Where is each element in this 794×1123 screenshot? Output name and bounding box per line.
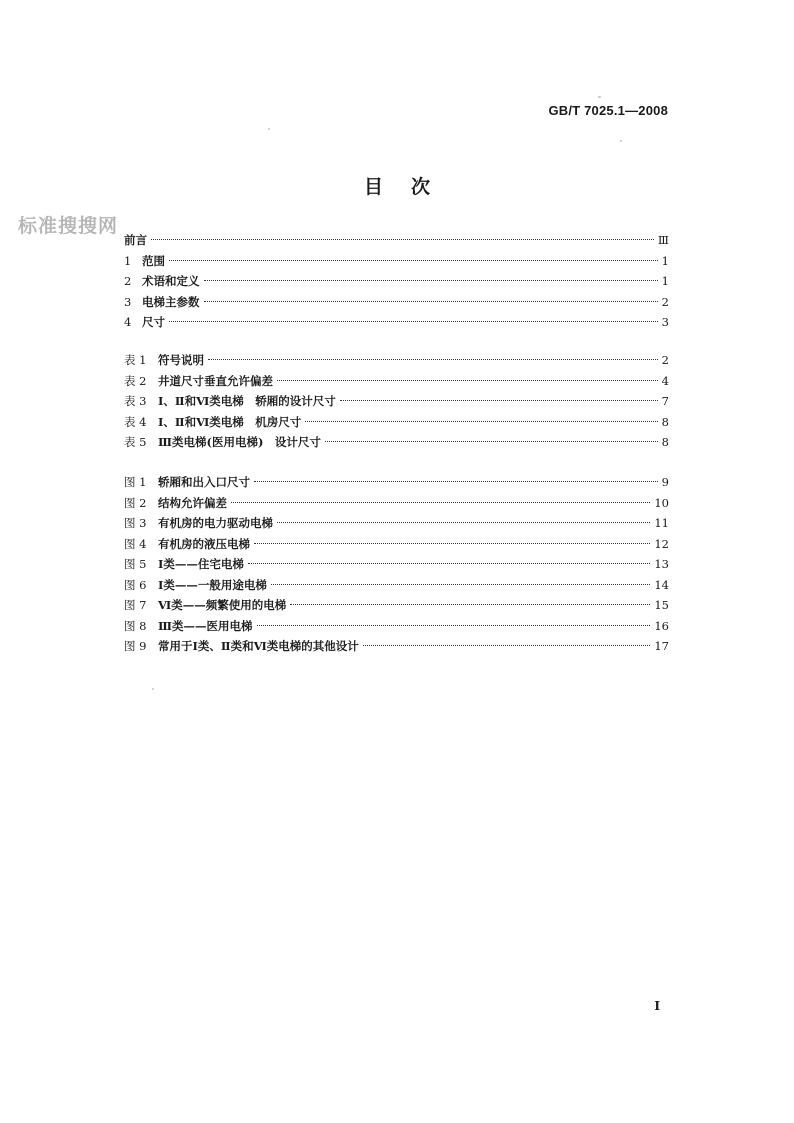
- toc-entry-label: 井道尺寸垂直允许偏差: [158, 373, 273, 388]
- scan-speck: [152, 688, 154, 690]
- dot-leader: [363, 645, 651, 646]
- toc-entry-page: 14: [654, 577, 669, 592]
- toc-entry-label: 结构允许偏差: [158, 495, 227, 510]
- dot-leader: [277, 380, 658, 381]
- toc-entry-number: 图 9: [124, 639, 147, 653]
- toc-entry-foreword[interactable]: [124, 230, 669, 251]
- dot-leader: [169, 260, 658, 261]
- toc-sections: [124, 230, 669, 333]
- dot-leader: [277, 522, 650, 523]
- toc-entry-figure-9[interactable]: [124, 636, 669, 657]
- toc-entry-figure-4[interactable]: [124, 534, 669, 555]
- scan-speck: [598, 96, 601, 98]
- toc-entry-section-3[interactable]: [124, 292, 669, 313]
- scan-speck: [620, 140, 622, 142]
- toc-entry-table-4[interactable]: [124, 412, 669, 433]
- dot-leader: [151, 239, 654, 240]
- toc-entry-number: 图 7: [124, 598, 147, 612]
- toc-entry-label: 尺寸: [142, 315, 165, 329]
- toc-entry-number: 1: [124, 253, 132, 268]
- dot-leader: [305, 421, 657, 422]
- toc-entry-figure-6[interactable]: [124, 575, 669, 596]
- toc-entry-number: 表 3: [124, 394, 147, 408]
- toc-figures: [124, 472, 669, 657]
- dot-leader: [231, 502, 650, 503]
- toc-entry-table-1[interactable]: [124, 350, 669, 371]
- toc-entry-page: 2: [661, 294, 669, 309]
- toc-entry-page: 10: [654, 495, 669, 510]
- toc-entry-page: 13: [654, 557, 669, 571]
- toc-entry-label: Ⅵ类——频繁使用的电梯: [158, 598, 287, 612]
- toc-entry-table-2[interactable]: [124, 371, 669, 392]
- toc-entry-page: 1: [661, 274, 669, 288]
- toc-entry-label: Ⅲ类电梯(医用电梯) 设计尺寸: [158, 435, 321, 449]
- toc-entry-label: 范围: [142, 253, 165, 268]
- toc-entry-page: 15: [654, 598, 669, 612]
- toc-entry-label: 有机房的电力驱动电梯: [158, 516, 273, 530]
- page-number: I: [654, 999, 660, 1013]
- toc-entry-figure-7[interactable]: [124, 595, 669, 616]
- toc-entry-number: 表 1: [124, 353, 147, 367]
- toc-entry-label: 术语和定义: [142, 274, 200, 288]
- toc-entry-page: 12: [654, 536, 669, 551]
- toc-entry-number: 图 8: [124, 618, 147, 633]
- toc-entry-label: 电梯主参数: [142, 294, 200, 309]
- toc-entry-page: 17: [654, 639, 669, 653]
- toc-entry-label: 符号说明: [158, 353, 204, 367]
- toc-entry-table-5[interactable]: [124, 432, 669, 453]
- toc-entry-label: Ⅰ类——住宅电梯: [158, 557, 244, 571]
- toc-entry-page: 8: [661, 414, 669, 429]
- toc-entry-section-1[interactable]: [124, 251, 669, 272]
- toc-entry-label: Ⅰ类——一般用途电梯: [158, 577, 267, 592]
- toc-entry-number: 图 5: [124, 557, 147, 571]
- dot-leader: [290, 604, 650, 605]
- toc-entry-number: 图 1: [124, 475, 147, 489]
- dot-leader: [254, 543, 650, 544]
- toc-entry-page: 11: [654, 516, 669, 530]
- dot-leader: [204, 280, 658, 281]
- toc-entry-section-4[interactable]: [124, 312, 669, 333]
- toc-entry-section-2[interactable]: [124, 271, 669, 292]
- dot-leader: [169, 321, 658, 322]
- toc-entry-number: 表 5: [124, 435, 147, 449]
- toc-entry-number: 表 2: [124, 373, 147, 388]
- toc-entry-page: Ⅲ: [657, 233, 669, 247]
- dot-leader: [340, 400, 658, 401]
- toc-entry-page: 8: [661, 435, 669, 449]
- toc-entry-number: 图 2: [124, 495, 147, 510]
- dot-leader: [204, 301, 658, 302]
- toc-entry-label: Ⅰ、Ⅱ和Ⅵ类电梯 轿厢的设计尺寸: [158, 394, 336, 408]
- toc-entry-number: 图 3: [124, 516, 147, 530]
- toc-entry-page: 16: [654, 618, 669, 633]
- toc-entry-label: Ⅰ、Ⅱ和Ⅵ类电梯 机房尺寸: [158, 414, 302, 429]
- toc-entry-number: 4: [124, 315, 132, 329]
- toc-entry-number: 图 6: [124, 577, 147, 592]
- toc-entry-figure-1[interactable]: [124, 472, 669, 493]
- toc-entry-page: 3: [661, 315, 669, 329]
- toc-entry-page: 7: [661, 394, 669, 408]
- dot-leader: [248, 563, 650, 564]
- toc-entry-label: 轿厢和出入口尺寸: [158, 475, 250, 489]
- dot-leader: [254, 481, 658, 482]
- toc-entry-page: 4: [661, 373, 669, 388]
- toc-entry-number: 3: [124, 294, 132, 309]
- toc-entry-label: 有机房的液压电梯: [158, 536, 250, 551]
- toc-entry-page: 9: [661, 475, 669, 489]
- toc-entry-figure-5[interactable]: [124, 554, 669, 575]
- toc-entry-label: 前言: [124, 233, 147, 247]
- toc-entry-page: 2: [661, 353, 669, 367]
- toc-entry-figure-2[interactable]: [124, 493, 669, 514]
- dot-leader: [257, 625, 651, 626]
- toc-entry-figure-8[interactable]: [124, 616, 669, 637]
- dot-leader: [325, 441, 658, 442]
- watermark: 标准搜搜网: [18, 215, 119, 237]
- toc-entry-table-3[interactable]: [124, 391, 669, 412]
- toc-tables: [124, 350, 669, 453]
- scan-speck: [268, 128, 270, 130]
- dot-leader: [208, 359, 658, 360]
- toc-entry-number: 表 4: [124, 414, 147, 429]
- toc-entry-figure-3[interactable]: [124, 513, 669, 534]
- dot-leader: [271, 584, 650, 585]
- toc-entry-label: 常用于Ⅰ类、Ⅱ类和Ⅵ类电梯的其他设计: [158, 639, 359, 653]
- toc-entry-page: 1: [661, 253, 669, 268]
- toc-entry-number: 图 4: [124, 536, 147, 551]
- toc-entry-label: Ⅲ类——医用电梯: [158, 618, 253, 633]
- page-title: 目次: [363, 176, 458, 198]
- toc-entry-number: 2: [124, 274, 132, 288]
- standard-code: GB/T 7025.1—2008: [548, 103, 668, 118]
